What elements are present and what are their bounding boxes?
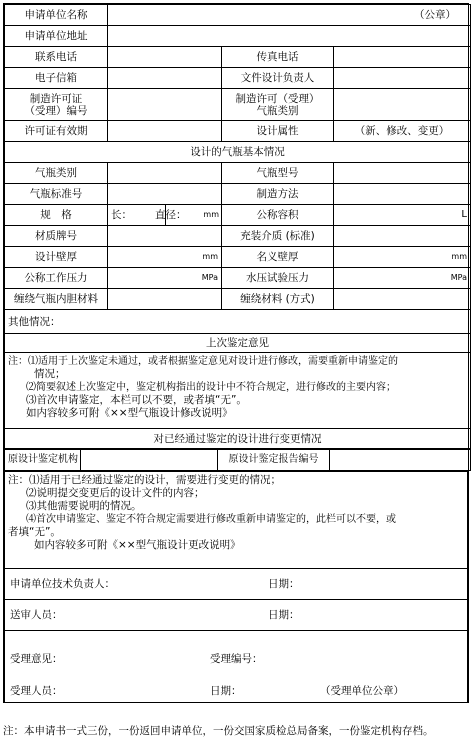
accept-seal-label: （受理单位公章） <box>320 685 404 697</box>
changes-title: 对已经通过鉴定的设计进行变更情况 <box>5 429 471 449</box>
volume-label: 公称容积 <box>222 205 334 226</box>
applicant-address-label: 申请单位地址 <box>5 26 108 47</box>
material-field[interactable] <box>108 226 222 247</box>
changes-note-3: ⑶其他需要说明的情况。 <box>26 500 142 512</box>
last-review-note-1: 注：⑴适用于上次鉴定未通过，或者根据鉴定意见对设计进行修改，需要重新申请鉴定的 <box>8 356 398 367</box>
last-review-note-2: ⑵简要叙述上次鉴定中，鉴定机构指出的设计中不符合规定，进行修改的主要内容； <box>26 382 396 393</box>
license-no-label-line2: （受理）编号 <box>24 104 88 117</box>
liner-material-label: 缠绕气瓶内胆材料 <box>5 289 108 310</box>
last-review-notes[interactable] <box>5 353 471 429</box>
cylinder-model-label: 气瓶型号 <box>222 163 334 184</box>
changes-note-4: ⑷首次申请鉴定、鉴定不符合规定需要进行修改重新申请鉴定的，此栏可以不要，或 <box>26 514 396 525</box>
application-form <box>3 3 469 703</box>
fax-field[interactable] <box>334 47 471 68</box>
spec-diameter-field[interactable] <box>155 205 222 226</box>
email-label: 电子信箱 <box>5 68 108 89</box>
liner-material-field[interactable] <box>108 289 222 310</box>
medium-label: 充装介质 (标准) <box>222 226 334 247</box>
winding-material-field[interactable] <box>334 289 471 310</box>
footnote: 注：本申请书一式三份，一份返回申请单位，一份交国家质检总局备案，一份鉴定机构存档。 <box>3 725 434 737</box>
seal-label: （公章） <box>414 9 456 21</box>
license-type-label <box>222 89 334 121</box>
manufacture-method-label: 制造方法 <box>222 184 334 205</box>
medium-field[interactable] <box>334 226 471 247</box>
submitter-date-label: 日期： <box>268 609 300 621</box>
orig-report-label: 原设计鉴定报告编号 <box>218 450 330 471</box>
license-type-label-line1: 制造许可（受理） <box>235 92 320 105</box>
manufacture-method-field[interactable] <box>334 184 471 205</box>
applicant-info-table <box>4 4 471 449</box>
nominal-wall-unit: mm <box>451 252 467 261</box>
cylinder-standard-field[interactable] <box>108 184 222 205</box>
license-no-label-line1: 制造许可证 <box>29 92 83 105</box>
license-type-field[interactable] <box>334 89 471 121</box>
accept-date-label: 日期： <box>210 685 242 697</box>
email-field[interactable] <box>108 68 222 89</box>
tech-lead-row[interactable] <box>5 569 468 600</box>
changes-note-1: 注：⑴适用于已经通过鉴定的设计，需要进行变更的情况； <box>8 474 281 486</box>
applicant-name-label: 申请单位名称 <box>5 5 108 26</box>
submitter-label: 送审人员： <box>10 609 63 621</box>
cylinder-model-field[interactable] <box>334 163 471 184</box>
other-info-label: 其他情况： <box>8 315 61 328</box>
changes-note-4b: 者填“无”。 <box>8 526 61 538</box>
design-wall-field[interactable] <box>108 247 222 268</box>
other-info-field[interactable] <box>5 310 471 334</box>
orig-org-field[interactable] <box>81 450 218 471</box>
license-type-label-line2: 气瓶类别 <box>256 104 299 117</box>
submitter-row[interactable] <box>5 600 468 631</box>
work-pressure-unit: MPa <box>201 273 218 282</box>
orig-report-field[interactable] <box>330 450 471 471</box>
acceptance-block[interactable] <box>5 631 468 703</box>
test-pressure-label: 水压试验压力 <box>222 268 334 289</box>
volume-field[interactable] <box>334 205 471 226</box>
design-attr-field[interactable]: （新、修改、变更） <box>334 121 471 142</box>
material-label: 材质牌号 <box>5 226 108 247</box>
accept-opinion-label: 受理意见： <box>10 653 63 665</box>
cylinder-section-title: 设计的气瓶基本情况 <box>5 142 471 163</box>
last-review-title: 上次鉴定意见 <box>5 334 471 353</box>
volume-unit: L <box>461 209 467 220</box>
changes-notes[interactable] <box>5 472 468 569</box>
last-review-note-3: ⑶首次申请鉴定，本栏可以不要，或者填“无”。 <box>26 394 247 406</box>
phone-label: 联系电话 <box>5 47 108 68</box>
orig-org-label: 原设计鉴定机构 <box>5 450 81 471</box>
license-no-label <box>5 89 108 121</box>
changes-table <box>4 449 471 471</box>
changes-note-5: 如内容较多可附《××型气瓶设计更改说明》 <box>34 539 241 551</box>
license-valid-field[interactable] <box>108 121 222 142</box>
license-valid-label: 许可证有效期 <box>5 121 108 142</box>
phone-field[interactable] <box>108 47 222 68</box>
applicant-address-field[interactable] <box>108 26 471 47</box>
changes-notes-table <box>4 471 468 702</box>
winding-material-label: 缠绕材料 (方式) <box>222 289 334 310</box>
changes-note-2: ⑵说明提交变更后的设计文件的内容； <box>26 487 205 499</box>
work-pressure-label: 公称工作压力 <box>5 268 108 289</box>
spec-label: 规 格 <box>5 205 108 226</box>
cylinder-standard-label: 气瓶标准号 <box>5 184 108 205</box>
spec-diameter-label: 直径： <box>155 209 187 221</box>
work-pressure-field[interactable] <box>108 268 222 289</box>
design-attr-label: 设计属性 <box>222 121 334 142</box>
design-lead-label: 文件设计负责人 <box>222 68 334 89</box>
cylinder-category-label: 气瓶类别 <box>5 163 108 184</box>
license-no-field[interactable] <box>108 89 222 121</box>
fax-label: 传真电话 <box>222 47 334 68</box>
cylinder-category-field[interactable] <box>108 163 222 184</box>
accept-no-label: 受理编号： <box>210 653 263 665</box>
applicant-name-field[interactable] <box>108 5 471 26</box>
nominal-wall-label: 名义壁厚 <box>222 247 334 268</box>
nominal-wall-field[interactable] <box>334 247 471 268</box>
last-review-note-4: 如内容较多可附《××型气瓶设计修改说明》 <box>26 407 233 419</box>
acceptor-label: 受理人员： <box>10 685 63 697</box>
tech-lead-date-label: 日期： <box>268 578 300 590</box>
tech-lead-label: 申请单位技术负责人： <box>10 578 115 590</box>
last-review-note-1b: 情况； <box>34 368 66 380</box>
spec-length-label: 长： <box>111 209 132 221</box>
test-pressure-unit: MPa <box>450 273 467 282</box>
test-pressure-field[interactable] <box>334 268 471 289</box>
spec-unit-mm: mm <box>203 210 219 219</box>
design-lead-field[interactable] <box>334 68 471 89</box>
design-wall-unit: mm <box>202 252 218 261</box>
design-wall-label: 设计壁厚 <box>5 247 108 268</box>
